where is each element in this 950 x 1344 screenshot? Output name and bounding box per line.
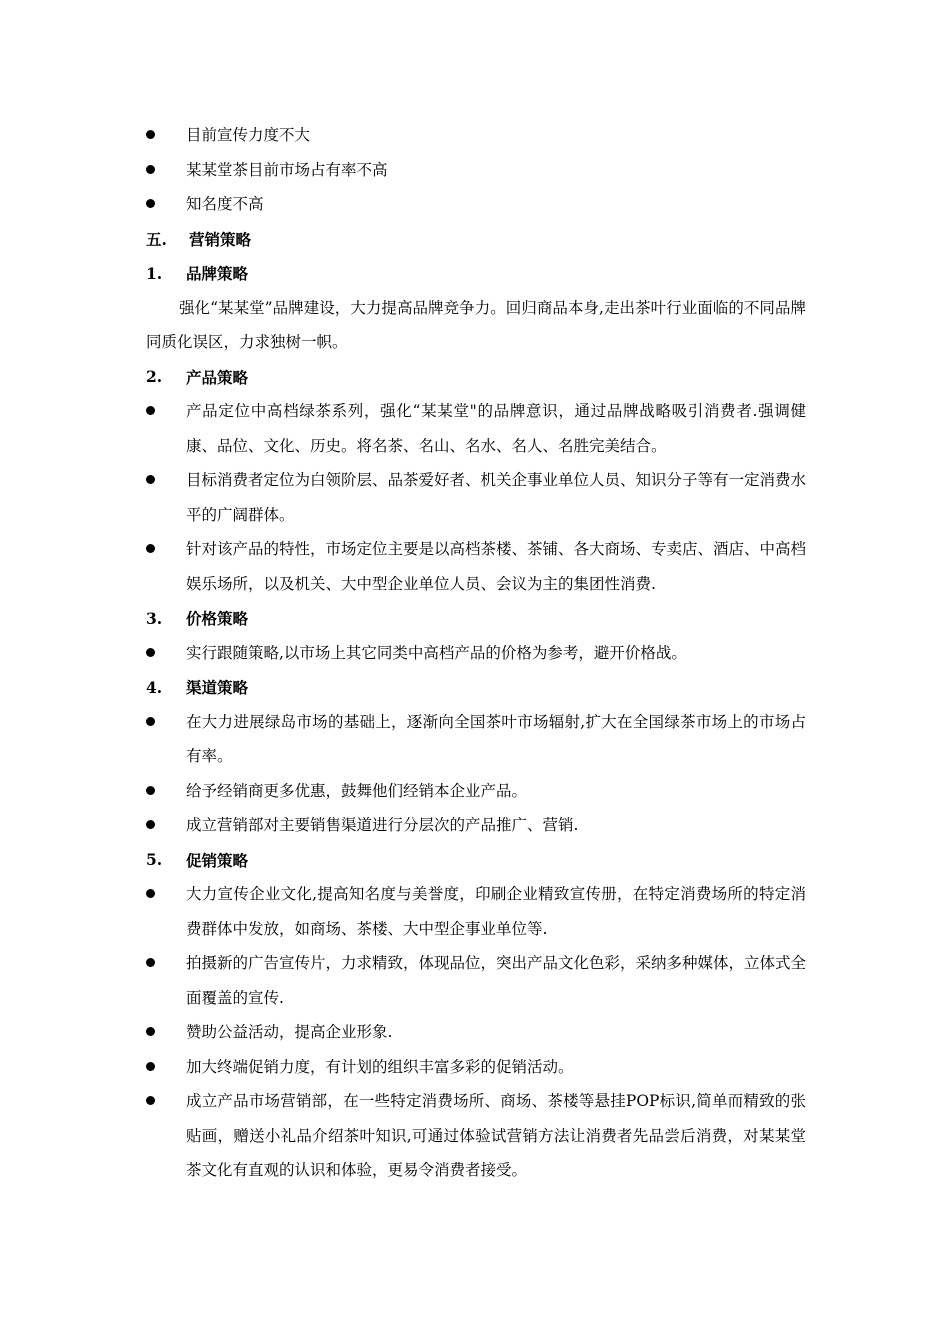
bullet-icon <box>146 1027 155 1036</box>
bullet-icon <box>146 889 155 898</box>
section-title: 营销策略 <box>189 229 252 249</box>
list-item: 目标消费者定位为白领阶层、品茶爱好者、机关企事业单位人员、知识分子等有一定消费水平的广阔群体。 <box>0 463 950 532</box>
list-item: 大力宣传企业文化,提高知名度与美誉度，印刷企业精致宣传册，在特定消费场所的特定消费群体中发放，如商场、茶楼、大中型企事业单位等. <box>0 877 950 946</box>
subsection-heading-brand: 1. 品牌策略 <box>146 263 249 284</box>
subsection-heading-promotion: 5. 促销策略 <box>146 850 249 870</box>
bullet-icon <box>146 958 155 967</box>
bullet-icon <box>146 1096 155 1105</box>
bullet-icon <box>146 475 155 484</box>
list-item: 知名度不高 <box>0 187 950 222</box>
bullet-icon <box>146 717 155 726</box>
bullet-icon <box>146 648 155 657</box>
list-item: 目前宣传力度不大 <box>0 118 950 153</box>
list-item: 加大终端促销力度，有计划的组织丰富多彩的促销活动。 <box>0 1050 950 1085</box>
bullet-icon <box>146 544 155 553</box>
paragraph-brand: 强化“某某堂”品牌建设，大力提高品牌竞争力。回归商品本身,走出茶叶行业面临的不同品牌同质化误区，力求独树一帜。 <box>146 298 806 351</box>
list-item: 实行跟随策略,以市场上其它同类中高档产品的价格为参考，避开价格战。 <box>0 636 950 671</box>
document-content <box>0 118 950 1188</box>
bullet-icon <box>146 786 155 795</box>
list-item: 某某堂茶目前市场占有率不高 <box>0 153 950 188</box>
bullet-icon <box>146 406 155 415</box>
list-item: 拍摄新的广告宣传片，力求精致，体现品位，突出产品文化色彩，采纳多种媒体，立体式全面覆盖的宣传. <box>0 946 950 1015</box>
list-item: 在大力进展绿岛市场的基础上，逐渐向全国茶叶市场辐射,扩大在全国绿茶市场上的市场占有率。 <box>0 705 950 774</box>
bullet-icon <box>146 130 155 139</box>
subsection-heading-channel: 4. 渠道策略 <box>146 677 249 698</box>
subsection-heading-price: 3. 价格策略 <box>146 608 249 629</box>
list-item: 给予经销商更多优惠，鼓舞他们经销本企业产品。 <box>0 774 950 809</box>
bullet-icon <box>146 165 155 174</box>
list-item: 赞助公益活动，提高企业形象. <box>0 1015 950 1050</box>
list-item: 成立营销部对主要销售渠道进行分层次的产品推广、营销. <box>0 808 950 843</box>
section-number: 五. <box>146 229 167 249</box>
list-item: 产品定位中高档绿茶系列，强化“某某堂"的品牌意识，通过品牌战略吸引消费者.强调健康、品位、文化、历史。将名茶、名山、名水、名人、名胜完美结合。 <box>0 394 950 463</box>
bullet-icon <box>146 199 155 208</box>
list-item: 成立产品市场营销部，在一些特定消费场所、商场、茶楼等悬挂POP标识,简单而精致的张贴画，赠送小礼品介绍茶叶知识,可通过体验试营销方法让消费者先品尝后消费，对某某堂茶文化有直观的认识和体验，更易令消费者接受。 <box>0 1084 950 1188</box>
subsection-heading-product: 2. 产品策略 <box>146 367 249 387</box>
list-item: 针对该产品的特性，市场定位主要是以高档茶楼、茶铺、各大商场、专卖店、酒店、中高档娱乐场所，以及机关、大中型企业单位人员、会议为主的集团性消费. <box>0 532 950 601</box>
section-heading <box>0 222 950 257</box>
bullet-icon <box>146 1062 155 1071</box>
bullet-icon <box>146 820 155 829</box>
